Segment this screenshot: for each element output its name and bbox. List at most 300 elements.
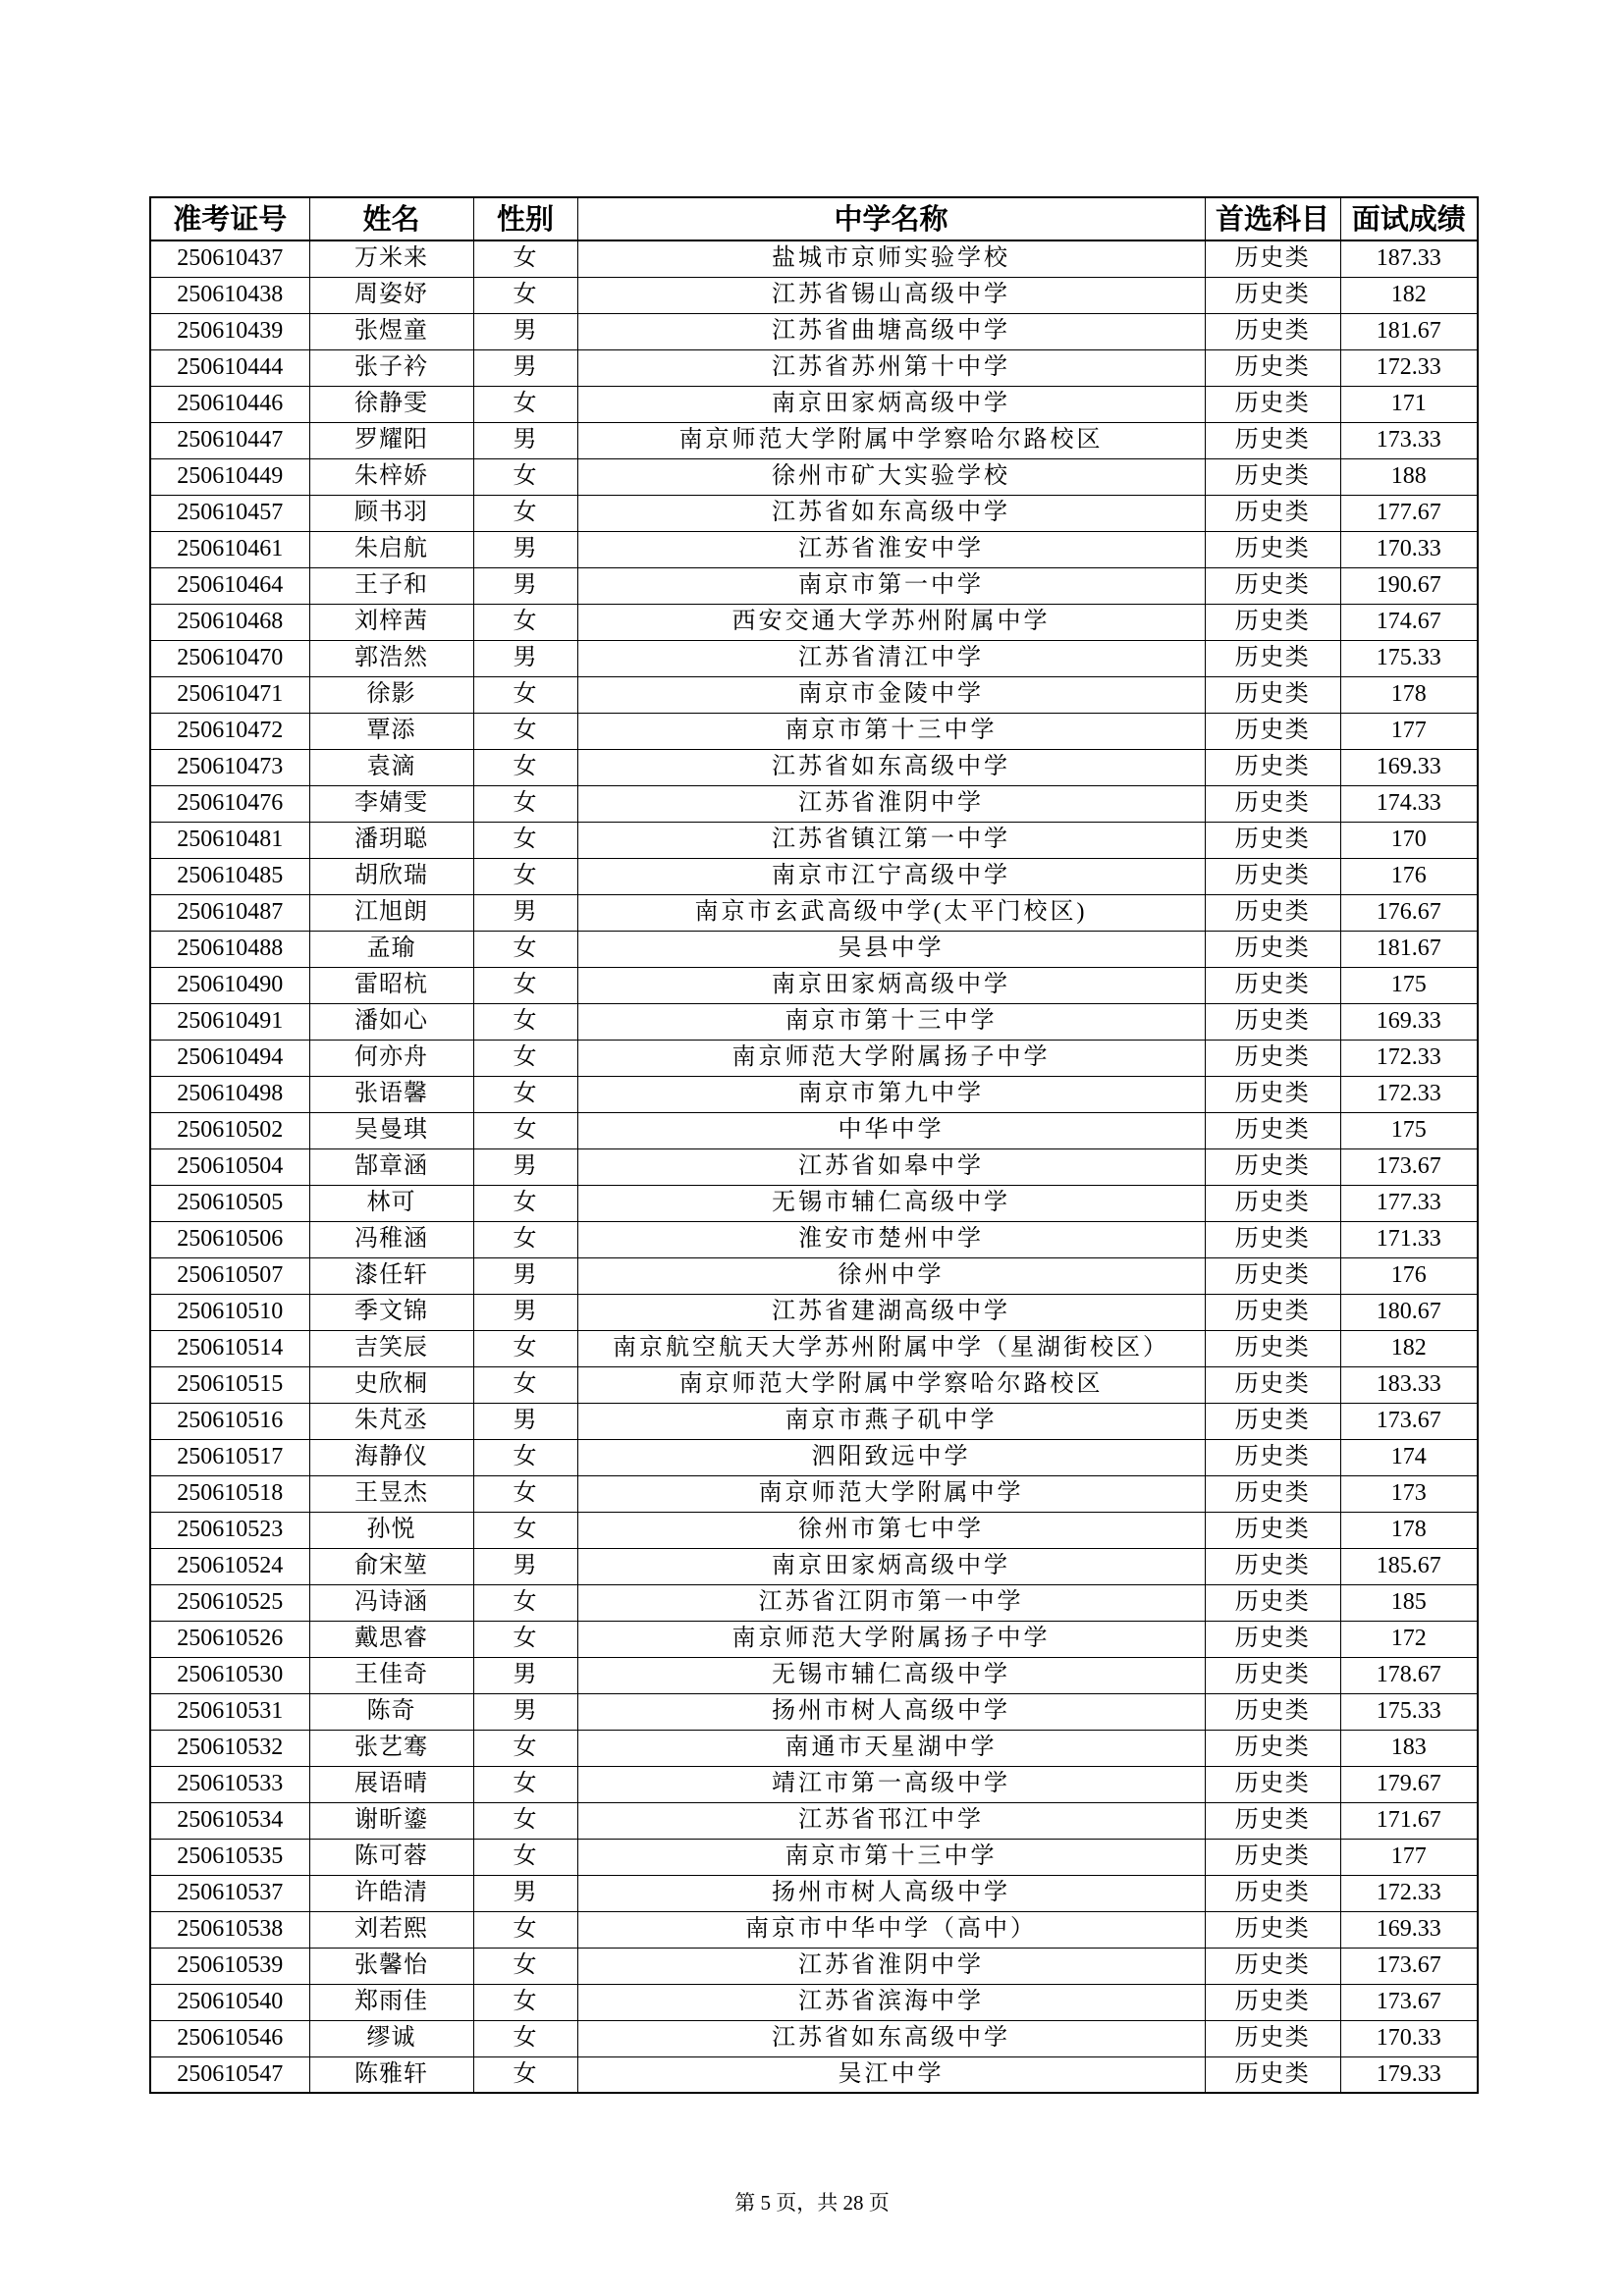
table-row	[150, 1403, 1478, 1439]
gender-cell: 男	[473, 1257, 577, 1294]
subject-cell: 历史类	[1205, 2020, 1340, 2056]
score-cell: 176.67	[1340, 894, 1478, 931]
table-row	[150, 1875, 1478, 1911]
score-cell: 181.67	[1340, 313, 1478, 349]
score-cell: 179.67	[1340, 1766, 1478, 1802]
gender-cell: 女	[473, 386, 577, 422]
gender-cell: 女	[473, 822, 577, 858]
table-row	[150, 458, 1478, 495]
school-cell: 江苏省建湖高级中学	[577, 1294, 1205, 1330]
school-cell: 南京市第十三中学	[577, 713, 1205, 749]
school-cell: 南京市燕子矶中学	[577, 1403, 1205, 1439]
table-row	[150, 1911, 1478, 1948]
gender-cell: 男	[473, 567, 577, 604]
school-cell: 南京师范大学附属中学察哈尔路校区	[577, 422, 1205, 458]
gender-cell: 男	[473, 1148, 577, 1185]
subject-cell: 历史类	[1205, 1475, 1340, 1512]
subject-cell: 历史类	[1205, 1294, 1340, 1330]
table-row	[150, 676, 1478, 713]
score-cell: 172	[1340, 1621, 1478, 1657]
name-cell: 季文锦	[309, 1294, 473, 1330]
score-cell: 173.67	[1340, 1984, 1478, 2020]
name-cell: 林可	[309, 1185, 473, 1221]
exam-id-cell: 250610470	[150, 640, 309, 676]
gender-cell: 女	[473, 1730, 577, 1766]
gender-cell: 女	[473, 1911, 577, 1948]
name-cell: 王佳奇	[309, 1657, 473, 1693]
gender-cell: 女	[473, 458, 577, 495]
subject-cell: 历史类	[1205, 1984, 1340, 2020]
exam-id-cell: 250610498	[150, 1076, 309, 1112]
school-cell: 江苏省如皋中学	[577, 1148, 1205, 1185]
name-cell: 吴曼琪	[309, 1112, 473, 1148]
score-cell: 169.33	[1340, 1003, 1478, 1040]
exam-id-cell: 250610449	[150, 458, 309, 495]
exam-id-cell: 250610471	[150, 676, 309, 713]
score-cell: 171.33	[1340, 1221, 1478, 1257]
subject-cell: 历史类	[1205, 531, 1340, 567]
exam-id-cell: 250610488	[150, 931, 309, 967]
score-cell: 176	[1340, 1257, 1478, 1294]
subject-cell: 历史类	[1205, 967, 1340, 1003]
school-cell: 徐州市第七中学	[577, 1512, 1205, 1548]
exam-id-cell: 250610481	[150, 822, 309, 858]
gender-cell: 女	[473, 2020, 577, 2056]
table-row	[150, 349, 1478, 386]
exam-id-cell: 250610473	[150, 749, 309, 785]
name-cell: 戴思睿	[309, 1621, 473, 1657]
school-cell: 江苏省淮安中学	[577, 531, 1205, 567]
score-cell: 173.67	[1340, 1403, 1478, 1439]
header-gender: 性别	[473, 197, 577, 240]
score-cell: 170.33	[1340, 531, 1478, 567]
score-cell: 175	[1340, 1112, 1478, 1148]
score-cell: 169.33	[1340, 749, 1478, 785]
exam-id-cell: 250610502	[150, 1112, 309, 1148]
school-cell: 南京市第十三中学	[577, 1003, 1205, 1040]
table-row	[150, 567, 1478, 604]
gender-cell: 女	[473, 1802, 577, 1839]
school-cell: 南京市第十三中学	[577, 1839, 1205, 1875]
score-cell: 176	[1340, 858, 1478, 894]
table-row	[150, 1003, 1478, 1040]
subject-cell: 历史类	[1205, 386, 1340, 422]
exam-id-cell: 250610476	[150, 785, 309, 822]
subject-cell: 历史类	[1205, 894, 1340, 931]
subject-cell: 历史类	[1205, 1003, 1340, 1040]
score-cell: 187.33	[1340, 240, 1478, 277]
school-cell: 南京市玄武高级中学(太平门校区)	[577, 894, 1205, 931]
score-cell: 173	[1340, 1475, 1478, 1512]
subject-cell: 历史类	[1205, 1257, 1340, 1294]
school-cell: 南京市中华中学（高中）	[577, 1911, 1205, 1948]
exam-id-cell: 250610526	[150, 1621, 309, 1657]
name-cell: 缪诚	[309, 2020, 473, 2056]
exam-id-cell: 250610438	[150, 277, 309, 313]
name-cell: 张语馨	[309, 1076, 473, 1112]
score-cell: 174.33	[1340, 785, 1478, 822]
school-cell: 无锡市辅仁高级中学	[577, 1185, 1205, 1221]
table-row	[150, 1076, 1478, 1112]
exam-id-cell: 250610439	[150, 313, 309, 349]
score-cell: 178.67	[1340, 1657, 1478, 1693]
name-cell: 孟瑜	[309, 931, 473, 967]
subject-cell: 历史类	[1205, 713, 1340, 749]
score-cell: 182	[1340, 277, 1478, 313]
school-cell: 南京田家炳高级中学	[577, 967, 1205, 1003]
subject-cell: 历史类	[1205, 1439, 1340, 1475]
school-cell: 江苏省清江中学	[577, 640, 1205, 676]
score-cell: 170.33	[1340, 2020, 1478, 2056]
exam-id-cell: 250610447	[150, 422, 309, 458]
gender-cell: 女	[473, 1984, 577, 2020]
name-cell: 袁滴	[309, 749, 473, 785]
table-row	[150, 386, 1478, 422]
name-cell: 冯诗涵	[309, 1584, 473, 1621]
school-cell: 吴县中学	[577, 931, 1205, 967]
table-row	[150, 1839, 1478, 1875]
subject-cell: 历史类	[1205, 1766, 1340, 1802]
gender-cell: 女	[473, 240, 577, 277]
school-cell: 西安交通大学苏州附属中学	[577, 604, 1205, 640]
gender-cell: 男	[473, 1548, 577, 1584]
table-row	[150, 1948, 1478, 1984]
name-cell: 王子和	[309, 567, 473, 604]
name-cell: 张馨怡	[309, 1948, 473, 1984]
score-cell: 185	[1340, 1584, 1478, 1621]
gender-cell: 女	[473, 858, 577, 894]
table-row	[150, 1257, 1478, 1294]
table-row	[150, 1802, 1478, 1839]
header-score: 面试成绩	[1340, 197, 1478, 240]
table-row	[150, 313, 1478, 349]
exam-id-cell: 250610510	[150, 1294, 309, 1330]
score-cell: 172.33	[1340, 1875, 1478, 1911]
score-cell: 173.67	[1340, 1948, 1478, 1984]
name-cell: 陈奇	[309, 1693, 473, 1730]
subject-cell: 历史类	[1205, 1403, 1340, 1439]
exam-id-cell: 250610532	[150, 1730, 309, 1766]
name-cell: 潘如心	[309, 1003, 473, 1040]
gender-cell: 女	[473, 1839, 577, 1875]
table-row	[150, 2020, 1478, 2056]
exam-id-cell: 250610487	[150, 894, 309, 931]
gender-cell: 女	[473, 1621, 577, 1657]
exam-id-cell: 250610505	[150, 1185, 309, 1221]
school-cell: 江苏省如东高级中学	[577, 495, 1205, 531]
name-cell: 史欣桐	[309, 1366, 473, 1403]
name-cell: 陈雅轩	[309, 2056, 473, 2093]
subject-cell: 历史类	[1205, 495, 1340, 531]
name-cell: 张煜童	[309, 313, 473, 349]
gender-cell: 男	[473, 894, 577, 931]
exam-id-cell: 250610485	[150, 858, 309, 894]
name-cell: 张子衿	[309, 349, 473, 386]
header-exam-id: 准考证号	[150, 197, 309, 240]
score-cell: 179.33	[1340, 2056, 1478, 2093]
score-cell: 175.33	[1340, 1693, 1478, 1730]
gender-cell: 女	[473, 1185, 577, 1221]
exam-id-cell: 250610534	[150, 1802, 309, 1839]
name-cell: 郑雨佳	[309, 1984, 473, 2020]
name-cell: 郜章涵	[309, 1148, 473, 1185]
name-cell: 刘若熙	[309, 1911, 473, 1948]
subject-cell: 历史类	[1205, 1330, 1340, 1366]
name-cell: 刘梓茜	[309, 604, 473, 640]
table-row	[150, 1512, 1478, 1548]
name-cell: 雷昭杭	[309, 967, 473, 1003]
table-row	[150, 1584, 1478, 1621]
gender-cell: 女	[473, 967, 577, 1003]
table-row	[150, 604, 1478, 640]
subject-cell: 历史类	[1205, 277, 1340, 313]
gender-cell: 男	[473, 422, 577, 458]
school-cell: 南京市第九中学	[577, 1076, 1205, 1112]
subject-cell: 历史类	[1205, 785, 1340, 822]
subject-cell: 历史类	[1205, 1911, 1340, 1948]
school-cell: 江苏省淮阴中学	[577, 1948, 1205, 1984]
name-cell: 朱梓娇	[309, 458, 473, 495]
name-cell: 周姿妤	[309, 277, 473, 313]
table-body	[150, 240, 1478, 2093]
gender-cell: 女	[473, 1584, 577, 1621]
subject-cell: 历史类	[1205, 1948, 1340, 1984]
subject-cell: 历史类	[1205, 1875, 1340, 1911]
exam-id-cell: 250610524	[150, 1548, 309, 1584]
school-cell: 徐州中学	[577, 1257, 1205, 1294]
gender-cell: 女	[473, 1330, 577, 1366]
subject-cell: 历史类	[1205, 931, 1340, 967]
gender-cell: 男	[473, 1693, 577, 1730]
header-school: 中学名称	[577, 197, 1205, 240]
table-row	[150, 785, 1478, 822]
name-cell: 郭浩然	[309, 640, 473, 676]
subject-cell: 历史类	[1205, 1185, 1340, 1221]
school-cell: 南京市金陵中学	[577, 676, 1205, 713]
score-cell: 188	[1340, 458, 1478, 495]
table-row	[150, 1766, 1478, 1802]
exam-id-cell: 250610506	[150, 1221, 309, 1257]
table-row	[150, 894, 1478, 931]
school-cell: 南京市江宁高级中学	[577, 858, 1205, 894]
score-cell: 177.67	[1340, 495, 1478, 531]
exam-id-cell: 250610461	[150, 531, 309, 567]
subject-cell: 历史类	[1205, 1366, 1340, 1403]
school-cell: 南京师范大学附属中学	[577, 1475, 1205, 1512]
table-row	[150, 277, 1478, 313]
school-cell: 扬州市树人高级中学	[577, 1875, 1205, 1911]
school-cell: 南京师范大学附属扬子中学	[577, 1621, 1205, 1657]
table-row	[150, 713, 1478, 749]
name-cell: 朱启航	[309, 531, 473, 567]
gender-cell: 女	[473, 713, 577, 749]
name-cell: 谢昕鎏	[309, 1802, 473, 1839]
exam-id-cell: 250610446	[150, 386, 309, 422]
name-cell: 覃添	[309, 713, 473, 749]
subject-cell: 历史类	[1205, 1076, 1340, 1112]
exam-id-cell: 250610539	[150, 1948, 309, 1984]
name-cell: 何亦舟	[309, 1040, 473, 1076]
school-cell: 盐城市京师实验学校	[577, 240, 1205, 277]
subject-cell: 历史类	[1205, 1839, 1340, 1875]
score-table	[149, 196, 1479, 2094]
score-cell: 181.67	[1340, 931, 1478, 967]
name-cell: 李婧雯	[309, 785, 473, 822]
subject-cell: 历史类	[1205, 1693, 1340, 1730]
subject-cell: 历史类	[1205, 1112, 1340, 1148]
table-row	[150, 931, 1478, 967]
score-cell: 182	[1340, 1330, 1478, 1366]
table-row	[150, 495, 1478, 531]
table-row	[150, 1693, 1478, 1730]
school-cell: 吴江中学	[577, 2056, 1205, 2093]
subject-cell: 历史类	[1205, 749, 1340, 785]
school-cell: 江苏省江阴市第一中学	[577, 1584, 1205, 1621]
score-cell: 173.67	[1340, 1148, 1478, 1185]
name-cell: 展语晴	[309, 1766, 473, 1802]
name-cell: 潘玥聪	[309, 822, 473, 858]
exam-id-cell: 250610525	[150, 1584, 309, 1621]
school-cell: 江苏省如东高级中学	[577, 2020, 1205, 2056]
gender-cell: 女	[473, 604, 577, 640]
subject-cell: 历史类	[1205, 567, 1340, 604]
table-row	[150, 858, 1478, 894]
subject-cell: 历史类	[1205, 1040, 1340, 1076]
table-row	[150, 1185, 1478, 1221]
gender-cell: 女	[473, 1439, 577, 1475]
school-cell: 泗阳致远中学	[577, 1439, 1205, 1475]
score-cell: 183	[1340, 1730, 1478, 1766]
school-cell: 无锡市辅仁高级中学	[577, 1657, 1205, 1693]
name-cell: 海静仪	[309, 1439, 473, 1475]
gender-cell: 男	[473, 640, 577, 676]
exam-id-cell: 250610516	[150, 1403, 309, 1439]
name-cell: 徐影	[309, 676, 473, 713]
exam-id-cell: 250610535	[150, 1839, 309, 1875]
subject-cell: 历史类	[1205, 822, 1340, 858]
name-cell: 万米来	[309, 240, 473, 277]
gender-cell: 女	[473, 1512, 577, 1548]
gender-cell: 女	[473, 1475, 577, 1512]
score-cell: 174.67	[1340, 604, 1478, 640]
table-row	[150, 240, 1478, 277]
school-cell: 江苏省如东高级中学	[577, 749, 1205, 785]
exam-id-cell: 250610472	[150, 713, 309, 749]
gender-cell: 男	[473, 349, 577, 386]
subject-cell: 历史类	[1205, 640, 1340, 676]
gender-cell: 女	[473, 1366, 577, 1403]
exam-id-cell: 250610546	[150, 2020, 309, 2056]
exam-id-cell: 250610507	[150, 1257, 309, 1294]
gender-cell: 女	[473, 1040, 577, 1076]
score-cell: 169.33	[1340, 1911, 1478, 1948]
subject-cell: 历史类	[1205, 604, 1340, 640]
score-cell: 173.33	[1340, 422, 1478, 458]
score-cell: 172.33	[1340, 1076, 1478, 1112]
school-cell: 江苏省苏州第十中学	[577, 349, 1205, 386]
school-cell: 扬州市树人高级中学	[577, 1693, 1205, 1730]
name-cell: 吉笑辰	[309, 1330, 473, 1366]
exam-id-cell: 250610523	[150, 1512, 309, 1548]
gender-cell: 女	[473, 1112, 577, 1148]
table-row	[150, 822, 1478, 858]
exam-id-cell: 250610468	[150, 604, 309, 640]
school-cell: 南京田家炳高级中学	[577, 1548, 1205, 1584]
subject-cell: 历史类	[1205, 1148, 1340, 1185]
exam-id-cell: 250610515	[150, 1366, 309, 1403]
exam-id-cell: 250610514	[150, 1330, 309, 1366]
score-cell: 180.67	[1340, 1294, 1478, 1330]
subject-cell: 历史类	[1205, 1730, 1340, 1766]
exam-id-cell: 250610444	[150, 349, 309, 386]
table-row	[150, 1366, 1478, 1403]
gender-cell: 女	[473, 749, 577, 785]
subject-cell: 历史类	[1205, 1657, 1340, 1693]
table-row	[150, 2056, 1478, 2093]
exam-id-cell: 250610518	[150, 1475, 309, 1512]
subject-cell: 历史类	[1205, 458, 1340, 495]
table-row	[150, 967, 1478, 1003]
school-cell: 淮安市楚州中学	[577, 1221, 1205, 1257]
name-cell: 陈可蓉	[309, 1839, 473, 1875]
table-row	[150, 422, 1478, 458]
subject-cell: 历史类	[1205, 1221, 1340, 1257]
score-cell: 172.33	[1340, 1040, 1478, 1076]
gender-cell: 女	[473, 1076, 577, 1112]
exam-id-cell: 250610540	[150, 1984, 309, 2020]
score-cell: 183.33	[1340, 1366, 1478, 1403]
gender-cell: 男	[473, 1657, 577, 1693]
subject-cell: 历史类	[1205, 676, 1340, 713]
exam-id-cell: 250610533	[150, 1766, 309, 1802]
score-cell: 175	[1340, 967, 1478, 1003]
school-cell: 南京航空航天大学苏州附属中学（星湖街校区）	[577, 1330, 1205, 1366]
school-cell: 南京田家炳高级中学	[577, 386, 1205, 422]
gender-cell: 女	[473, 676, 577, 713]
table-row	[150, 1984, 1478, 2020]
name-cell: 张艺骞	[309, 1730, 473, 1766]
score-cell: 171.67	[1340, 1802, 1478, 1839]
name-cell: 胡欣瑞	[309, 858, 473, 894]
score-cell: 177	[1340, 1839, 1478, 1875]
subject-cell: 历史类	[1205, 1512, 1340, 1548]
table-row	[150, 640, 1478, 676]
gender-cell: 男	[473, 531, 577, 567]
exam-id-cell: 250610538	[150, 1911, 309, 1948]
school-cell: 江苏省淮阴中学	[577, 785, 1205, 822]
score-cell: 185.67	[1340, 1548, 1478, 1584]
exam-id-cell: 250610464	[150, 567, 309, 604]
table-row	[150, 1221, 1478, 1257]
score-cell: 178	[1340, 1512, 1478, 1548]
school-cell: 靖江市第一高级中学	[577, 1766, 1205, 1802]
score-cell: 174	[1340, 1439, 1478, 1475]
gender-cell: 女	[473, 931, 577, 967]
name-cell: 江旭朗	[309, 894, 473, 931]
name-cell: 孙悦	[309, 1512, 473, 1548]
header-row	[150, 197, 1478, 240]
score-cell: 177.33	[1340, 1185, 1478, 1221]
gender-cell: 女	[473, 785, 577, 822]
table-row	[150, 1475, 1478, 1512]
name-cell: 徐静雯	[309, 386, 473, 422]
name-cell: 漆任轩	[309, 1257, 473, 1294]
name-cell: 许皓清	[309, 1875, 473, 1911]
gender-cell: 男	[473, 1294, 577, 1330]
table-row	[150, 531, 1478, 567]
gender-cell: 女	[473, 1003, 577, 1040]
school-cell: 江苏省邗江中学	[577, 1802, 1205, 1839]
